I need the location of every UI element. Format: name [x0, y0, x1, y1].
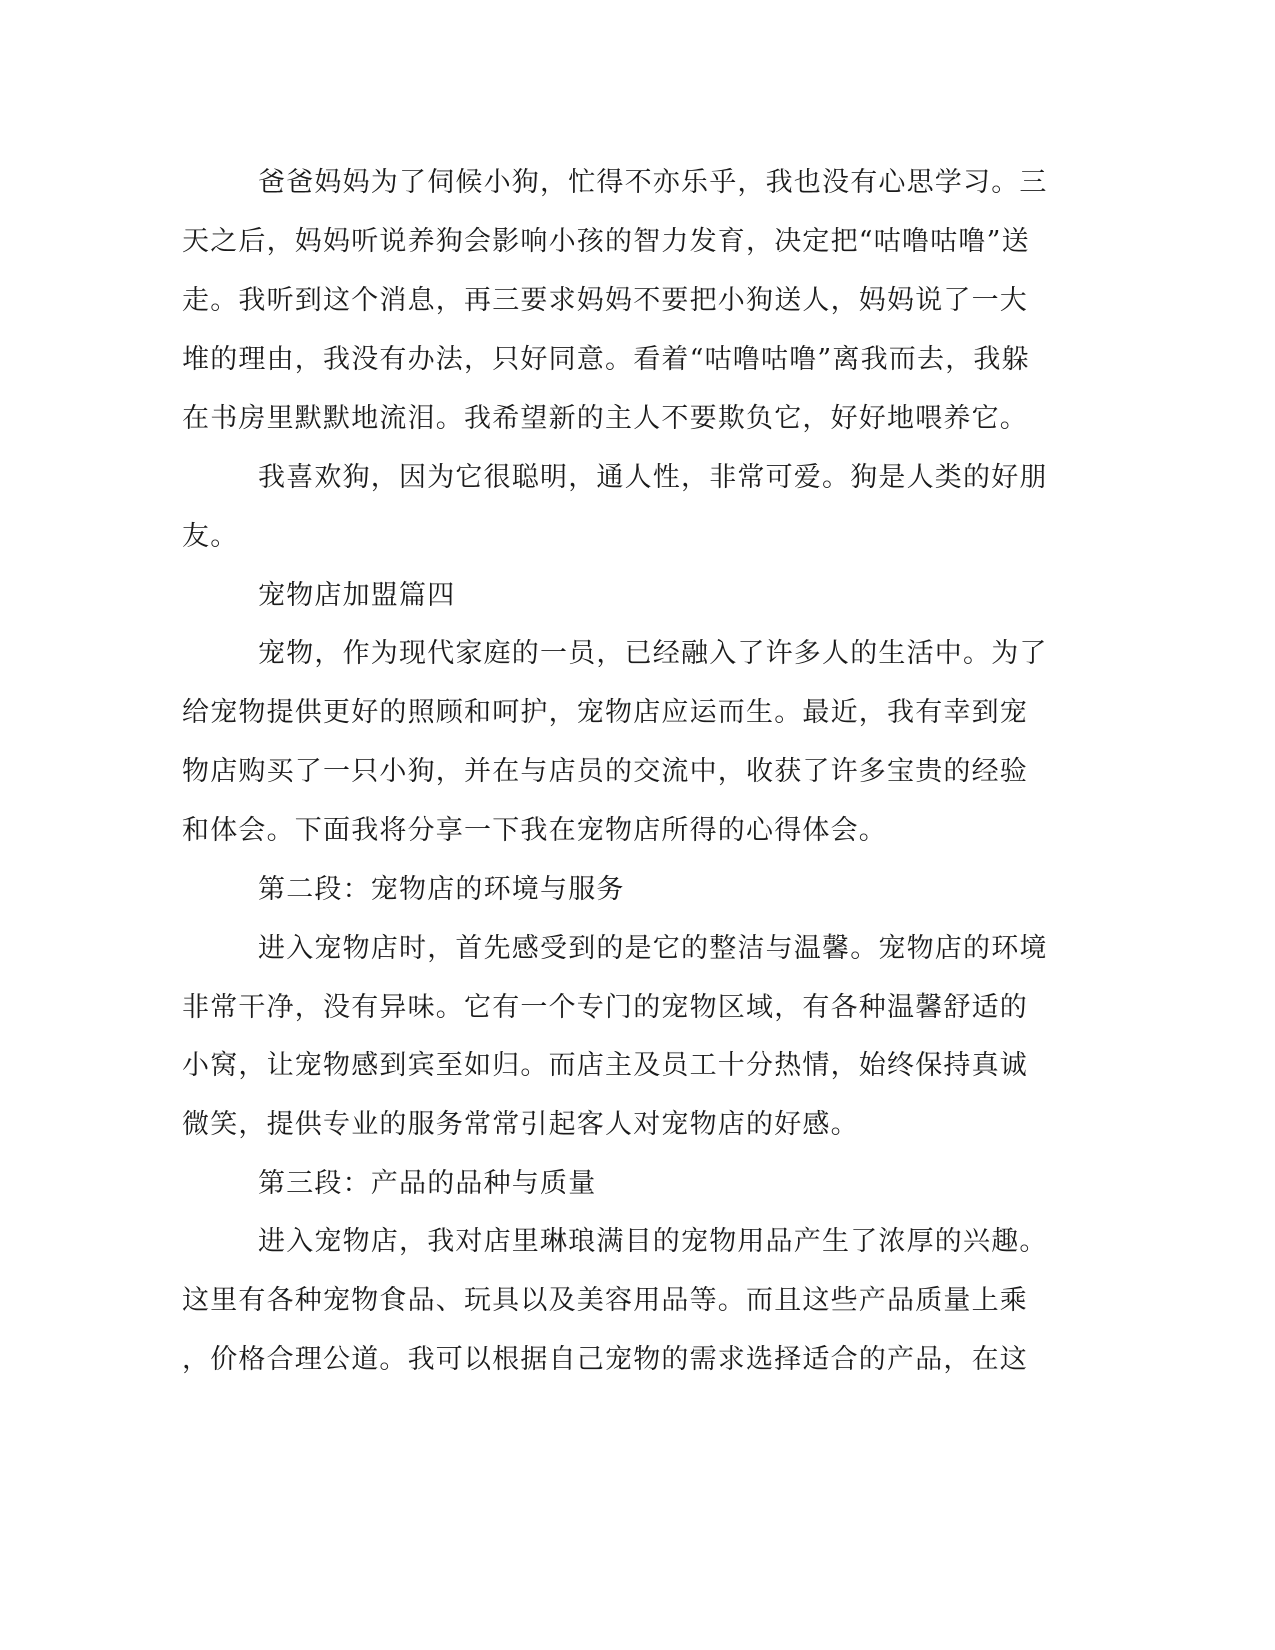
text-line: 小窝，让宠物感到宾至如归。而店主及员工十分热情，始终保持真诚 [182, 1050, 1028, 1081]
text-line: ，价格合理公道。我可以根据自己宠物的需求选择适合的产品，在这 [182, 1344, 1028, 1375]
text-line: 在书房里默默地流泪。我希望新的主人不要欺负它，好好地喂养它。 [182, 403, 1028, 434]
text-line: 爸爸妈妈为了伺候小狗，忙得不亦乐乎，我也没有心思学习。三 [258, 167, 1048, 198]
text-line: 宠物，作为现代家庭的一员，已经融入了许多人的生活中。为了 [258, 638, 1048, 669]
text-line: 进入宠物店时，首先感受到的是它的整洁与温馨。宠物店的环境 [258, 933, 1048, 964]
section-heading: 第二段：宠物店的环境与服务 [258, 874, 625, 905]
text-line: 给宠物提供更好的照顾和呵护，宠物店应运而生。最近，我有幸到宠 [182, 697, 1028, 728]
text-line: 我喜欢狗，因为它很聪明，通人性，非常可爱。狗是人类的好朋 [258, 462, 1048, 493]
text-line: 天之后，妈妈听说养狗会影响小孩的智力发育，决定把“咕噜咕噜”送 [182, 226, 1030, 257]
section-heading: 宠物店加盟篇四 [258, 580, 456, 611]
text-line: 这里有各种宠物食品、玩具以及美容用品等。而且这些产品质量上乘 [182, 1285, 1028, 1316]
text-line: 微笑，提供专业的服务常常引起客人对宠物店的好感。 [182, 1109, 859, 1140]
text-line: 友。 [182, 521, 239, 552]
section-heading: 第三段：产品的品种与质量 [258, 1168, 597, 1199]
text-line: 和体会。下面我将分享一下我在宠物店所得的心得体会。 [182, 815, 887, 846]
text-line: 非常干净，没有异味。它有一个专门的宠物区域，有各种温馨舒适的 [182, 992, 1028, 1023]
text-line: 物店购买了一只小狗，并在与店员的交流中，收获了许多宝贵的经验 [182, 756, 1028, 787]
text-line: 堆的理由，我没有办法，只好同意。看着“咕噜咕噜”离我而去，我躲 [182, 344, 1030, 375]
text-line: 走。我听到这个消息，再三要求妈妈不要把小狗送人，妈妈说了一大 [182, 285, 1028, 316]
text-line: 进入宠物店，我对店里琳琅满目的宠物用品产生了浓厚的兴趣。 [258, 1226, 1048, 1257]
